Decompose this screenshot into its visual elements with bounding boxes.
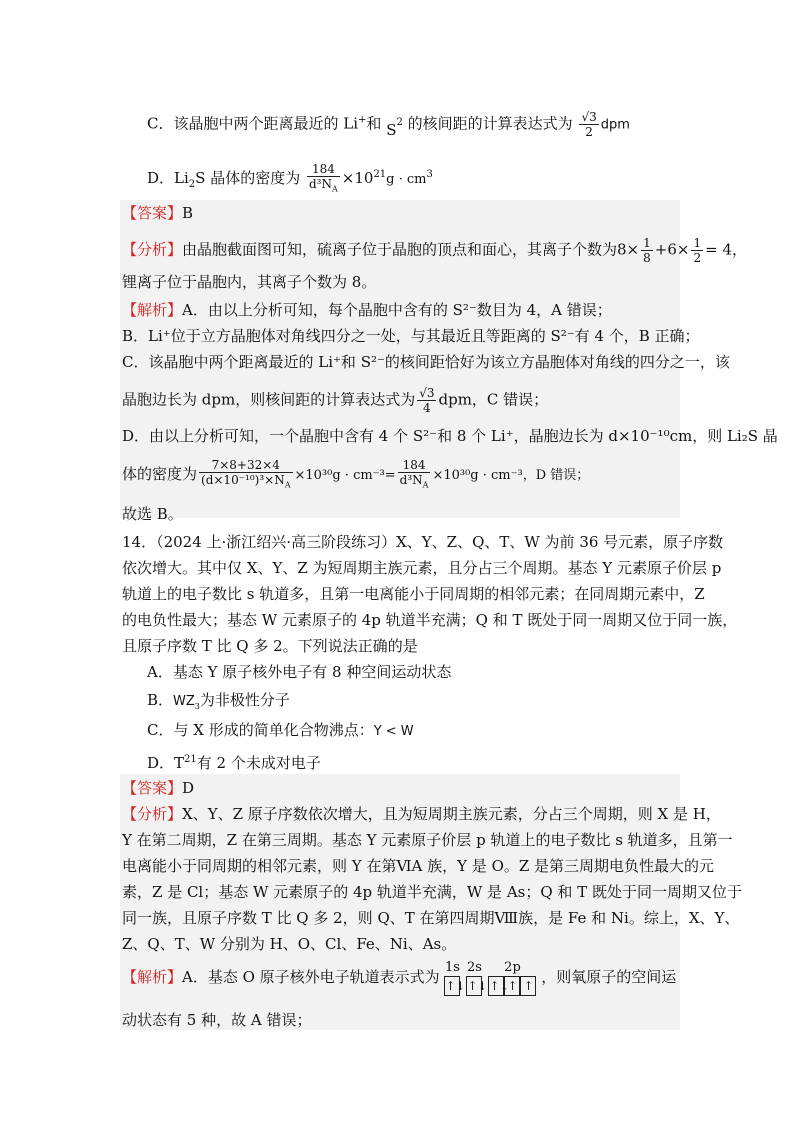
q13-option-c: C．该晶胞中两个距离最近的 Li+和 $S^2$ 的核间距的计算表达式为 $\frac{√3}{2}$ dpm (147, 110, 630, 139)
orbital-box: ↑ (520, 976, 536, 996)
analysis-line-2: Y 在第二周期，Z 在第三周期。基态 Y 元素原子价层 p 轨道上的电子数比 s 轨道多，且第一 (122, 831, 733, 849)
orbital-box: ↑ (504, 976, 520, 996)
conclusion-line: 故选 B。 (122, 505, 183, 523)
orbital-diagram: 1s 2s 2p ↑↓ ↑↓ ↑↓ ↑ ↑ (444, 960, 536, 996)
explain-line-b: B．Li⁺位于立方晶胞体对角线四分之一处，与其最近且等距离的 S²⁻有 4 个，B 正确； (122, 327, 700, 345)
explain-line-c2: 晶胞边长为 dpm，则核间距的计算表达式为 $\frac{√3}{4}$ dpm，C 错误； (122, 386, 549, 415)
fraction: $\frac{184}{d^3N_A}$ (309, 162, 338, 194)
explain-line-d2: 体的密度为 $\frac{7\times 8+32\times 4}{(d\times 10^{-10})^3\times N_A}$ ×10³⁰g · cm⁻³= $\frac{184}{d^3N_A}$ ×10³⁰g · cm⁻³，D 错误； (122, 458, 590, 490)
explain-line-a2: 动状态有 5 种，故 A 错误； (122, 1011, 312, 1029)
orbital-box: ↑↓ (466, 976, 482, 996)
q13-option-d: D．$Li_2S$ 晶体的密度为 $\frac{184}{d^3N_A}$ $\times 10^{21}g \cdot cm^3$ (147, 162, 433, 196)
fraction: $\frac{√3}{2}$ (581, 110, 597, 139)
orbital-box: ↑↓ (488, 976, 504, 996)
explain-line-a: 【解析】A．基态 O 原子核外电子轨道表示式为 1s 2s 2p ↑↓ ↑↓ ↑↓ ↑ ↑ ，则氧原子的空间运 (122, 958, 676, 996)
analysis-line-5: 同一族，且原子序数 T 比 Q 多 2，则 Q、T 在第四周期Ⅷ族，是 Fe 和 Ni。综上，X、Y、 (122, 909, 740, 927)
orbital-box: ↑↓ (444, 976, 460, 996)
explain-line-c1: C．该晶胞中两个距离最近的 Li⁺和 S²⁻的核间距恰好为该立方晶胞体对角线的四分之一，该 (122, 353, 730, 371)
q14-stem-line-4: 的电负性最大；基态 W 元素原子的 4p 轨道半充满；Q 和 T 既处于同一周期又位于同一族， (122, 611, 738, 629)
analysis-line-6: Z、Q、T、W 分别为 H、O、Cl、Fe、Ni、As。 (122, 935, 457, 953)
explain-line-a: 【解析】A．由以上分析可知，每个晶胞中含有的 S²⁻数目为 4，A 错误； (122, 301, 612, 319)
q14-stem-line-2: 依次增大。其中仅 X、Y、Z 为短周期主族元素，且分占三个周期。基态 Y 元素原子价层 p (122, 559, 722, 577)
q14-option-a: A．基态 Y 原子核外电子有 8 种空间运动状态 (147, 663, 452, 681)
analysis-line-3: 电离能小于同周期的相邻元素，则 Y 在第ⅥA 族，Y 是 O。Z 是第三周期电负性最大的元 (122, 857, 715, 875)
analysis-line-4: 素，Z 是 Cl；基态 W 元素原子的 4p 轨道半充满，W 是 As；Q 和 T 既处于同一周期又位于 (122, 883, 742, 901)
q14-option-d: D．$T^{21}$有 2 个未成对电子 (147, 754, 321, 772)
analysis-line-2: 锂离子位于晶胞内，其离子个数为 8。 (122, 273, 377, 291)
explain-line-d1: D．由以上分析可知，一个晶胞中含有 4 个 S²⁻和 8 个 Li⁺，晶胞边长为 d×10⁻¹⁰cm，则 Li₂S 晶 (122, 427, 778, 445)
analysis-line-1: 【分析】X、Y、Z 原子序数依次增大，且为短周期主族元素，分占三个周期，则 X 是 H， (122, 805, 721, 823)
q14-stem-line-5: 且原子序数 T 比 Q 多 2。下列说法正确的是 (122, 637, 418, 655)
q14-option-b: B．$WZ_3$为非极性分子 (147, 691, 290, 711)
answer-line: 【答案】B (122, 204, 194, 222)
q14-stem-line-1: 14．（2024 上·浙江绍兴·高三阶段练习）X、Y、Z、Q、T、W 为前 36 号元素，原子序数 (122, 533, 724, 551)
answer-line: 【答案】D (122, 779, 195, 797)
q14-stem-line-3: 轨道上的电子数比 s 轨道多，且第一电离能小于同周期的相邻元素；在同周期元素中，Z (122, 585, 705, 603)
analysis-line-1: 【分析】由晶胞截面图可知，硫离子位于晶胞的顶点和面心，其离子个数为8× $\frac{1}{8}$ +6× $\frac{1}{2}$ = 4， (122, 236, 747, 265)
q14-option-c: C．与 X 形成的简单化合物沸点：Y < W (147, 721, 414, 739)
